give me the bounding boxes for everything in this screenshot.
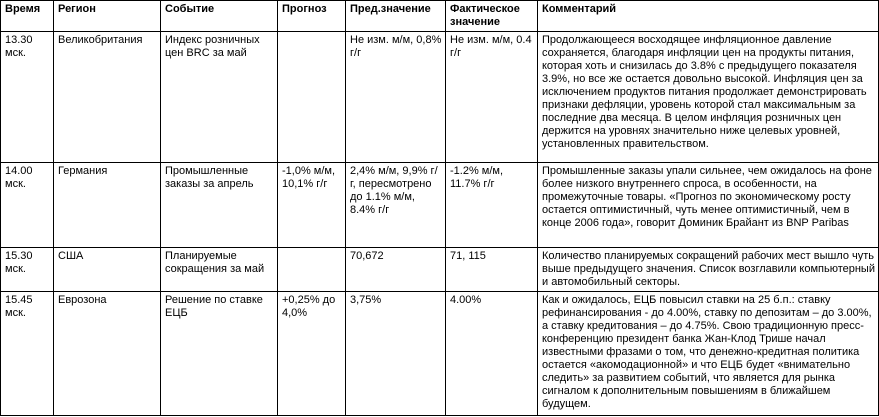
cell-forecast: [278, 248, 346, 292]
table-header: [1, 1, 879, 32]
cell-event: Индекс розничных цен BRC за май: [161, 32, 278, 163]
cell-time: 15.30 мск.: [1, 248, 54, 292]
header-row: [1, 1, 879, 32]
cell-region: Великобритания: [54, 32, 161, 163]
cell-actual: 4.00%: [446, 292, 538, 416]
cell-actual: -1.2% м/м, 11.7% г/г: [446, 163, 538, 248]
cell-forecast: +0,25% до 4,0%: [278, 292, 346, 416]
cell-time: 15.45 мск.: [1, 292, 54, 416]
cell-forecast: -1,0% м/м, 10,1% г/г: [278, 163, 346, 248]
column-header-comment: Комментарий: [538, 1, 879, 32]
cell-previous: 2,4% м/м, 9,9% г/г, пересмотрено до 1.1% м/м, 8.4% г/г: [346, 163, 446, 248]
cell-event: Планируемые сокращения за май: [161, 248, 278, 292]
cell-comment: Как и ожидалось, ЕЦБ повысил ставки на 25 б.п.: ставку рефинансирования - до 4.00%, ставку по депозитам – до 3.00%, а ставку кредитования – до 4.75%. Свою традиционную пресс-конференцию президент банка Жан-Клод Трише начал известными фразами о том, что денежно-кредитная политика остается «акомодационной» и что ЕЦБ будет «внимательно следить» за развитием событий, что является для рынка сигналом к дополнительным повышениям в ближайшем будущем.: [538, 292, 879, 416]
cell-event: Промышленные заказы за апрель: [161, 163, 278, 248]
cell-forecast: [278, 32, 346, 163]
column-header-forecast: Прогноз: [278, 1, 346, 32]
cell-region: Еврозона: [54, 292, 161, 416]
table-row: [1, 163, 879, 248]
cell-comment: Промышленные заказы упали сильнее, чем ожидалось на фоне более низкого внутреннего спроса, в особенности, на промежуточные товары. «Прогноз по экономическому росту остается оптимистичный, чуть менее оптимистичный, чем в конце 2006 года», говорит Доминик Брайант из BNP Paribas: [538, 163, 879, 248]
cell-time: 13.30 мск.: [1, 32, 54, 163]
cell-comment: Продолжающееся восходящее инфляционное давление сохраняется, благодаря инфляции цен на продукты питания, которая хоть и снизилась до 3.8% с предыдущего показателя 3.9%, но все же остается довольно высокой. Инфляция цен за исключением продуктов питания продолжает демонстрировать признаки дефляции, уровень которой стал максимальным за последние два месяца. В целом инфляция розничных цен держится на уровнях значительно ниже целевых уровней, установленных правительством.: [538, 32, 879, 163]
table-row: [1, 248, 879, 292]
table-row: [1, 292, 879, 416]
cell-time: 14.00 мск.: [1, 163, 54, 248]
cell-previous: Не изм. м/м, 0,8% г/г: [346, 32, 446, 163]
cell-previous: 3,75%: [346, 292, 446, 416]
column-header-previous: Пред.значение: [346, 1, 446, 32]
cell-actual: Не изм. м/м, 0.4 г/г: [446, 32, 538, 163]
table-row: [1, 32, 879, 163]
cell-region: США: [54, 248, 161, 292]
cell-actual: 71, 115: [446, 248, 538, 292]
cell-previous: 70,672: [346, 248, 446, 292]
column-header-time: Время: [1, 1, 54, 32]
column-header-region: Регион: [54, 1, 161, 32]
cell-region: Германия: [54, 163, 161, 248]
column-header-actual: Фактическое значение: [446, 1, 538, 32]
cell-event: Решение по ставке ЕЦБ: [161, 292, 278, 416]
column-header-event: Событие: [161, 1, 278, 32]
cell-comment: Количество планируемых сокращений рабочих мест вышло чуть выше предыдущего значения. Список возглавили компьютерный и автомобильный секторы.: [538, 248, 879, 292]
table-body: [1, 32, 879, 416]
